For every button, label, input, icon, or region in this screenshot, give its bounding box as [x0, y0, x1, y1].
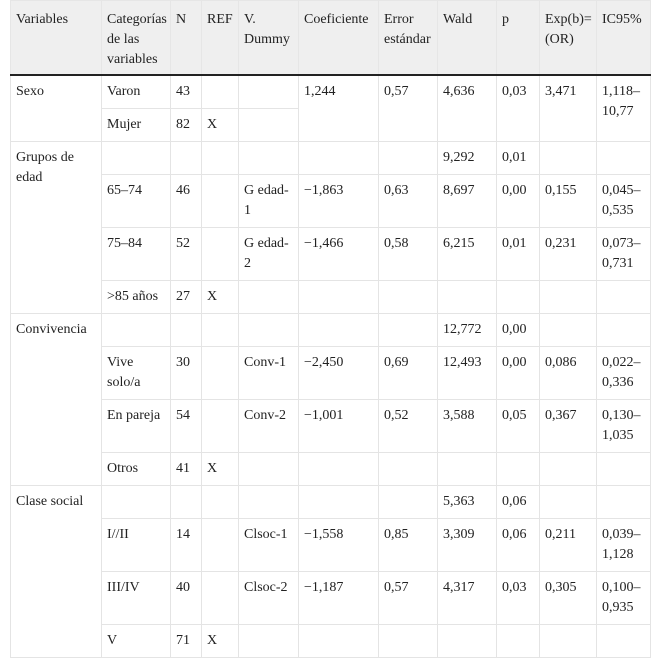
p-cell: 0,01 [497, 142, 540, 175]
p-cell [497, 453, 540, 486]
se-cell [379, 486, 438, 519]
wald-cell: 3,309 [438, 519, 497, 572]
wald-cell: 12,493 [438, 347, 497, 400]
header-ic95: IC95% [597, 1, 651, 76]
category-cell [102, 486, 171, 519]
coef-cell [299, 453, 379, 486]
dummy-cell [239, 486, 299, 519]
se-cell: 0,52 [379, 400, 438, 453]
category-cell: I//II [102, 519, 171, 572]
exp-cell [540, 314, 597, 347]
ref-cell: X [202, 453, 239, 486]
category-cell: Mujer [102, 109, 171, 142]
variable-cell-sexo: Sexo [11, 75, 102, 142]
category-cell [102, 314, 171, 347]
dummy-cell [239, 75, 299, 109]
se-cell [379, 281, 438, 314]
header-coeficiente: Coeficiente [299, 1, 379, 76]
p-cell: 0,05 [497, 400, 540, 453]
exp-cell: 0,231 [540, 228, 597, 281]
p-cell: 0,06 [497, 486, 540, 519]
exp-cell [540, 142, 597, 175]
dummy-cell: Clsoc-2 [239, 572, 299, 625]
se-cell: 0,63 [379, 175, 438, 228]
ic-cell [597, 314, 651, 347]
table-row [11, 175, 651, 228]
se-cell [379, 142, 438, 175]
p-cell [497, 625, 540, 658]
coef-cell: −2,450 [299, 347, 379, 400]
coef-cell [299, 625, 379, 658]
p-cell: 0,00 [497, 347, 540, 400]
ic-cell [597, 142, 651, 175]
coef-cell: −1,863 [299, 175, 379, 228]
header-n: N [171, 1, 202, 76]
p-cell [497, 281, 540, 314]
n-cell [171, 142, 202, 175]
n-cell: 71 [171, 625, 202, 658]
coef-cell [299, 142, 379, 175]
wald-cell: 3,588 [438, 400, 497, 453]
exp-cell [540, 486, 597, 519]
category-cell: 65–74 [102, 175, 171, 228]
coef-cell: −1,001 [299, 400, 379, 453]
ref-cell [202, 142, 239, 175]
se-cell [379, 625, 438, 658]
exp-cell: 0,086 [540, 347, 597, 400]
wald-cell [438, 453, 497, 486]
header-ref: REF [202, 1, 239, 76]
n-cell: 40 [171, 572, 202, 625]
coef-cell: −1,187 [299, 572, 379, 625]
p-cell: 0,03 [497, 572, 540, 625]
header-exp-or: Exp(b)= (OR) [540, 1, 597, 76]
ref-cell [202, 314, 239, 347]
exp-cell [540, 453, 597, 486]
ic-cell: 0,100–0,935 [597, 572, 651, 625]
n-cell: 14 [171, 519, 202, 572]
p-cell: 0,01 [497, 228, 540, 281]
category-cell: >85 años [102, 281, 171, 314]
n-cell: 41 [171, 453, 202, 486]
dummy-cell: Conv-1 [239, 347, 299, 400]
header-p: p [497, 1, 540, 76]
ic-cell: 1,118–10,77 [597, 75, 651, 142]
table-row [11, 281, 651, 314]
dummy-cell: Conv-2 [239, 400, 299, 453]
ic-cell: 0,022–0,336 [597, 347, 651, 400]
ic-cell: 0,073–0,731 [597, 228, 651, 281]
table-row [11, 572, 651, 625]
n-cell: 54 [171, 400, 202, 453]
header-categorias: Categorías de las variables [102, 1, 171, 76]
n-cell: 82 [171, 109, 202, 142]
category-cell: III/IV [102, 572, 171, 625]
p-cell: 0,03 [497, 75, 540, 142]
ref-cell [202, 486, 239, 519]
table-row [11, 228, 651, 281]
se-cell: 0,85 [379, 519, 438, 572]
category-cell: Varon [102, 75, 171, 109]
ref-cell: X [202, 281, 239, 314]
se-cell [379, 453, 438, 486]
n-cell: 30 [171, 347, 202, 400]
se-cell: 0,57 [379, 572, 438, 625]
ref-cell [202, 347, 239, 400]
table-row [11, 625, 651, 658]
dummy-cell [239, 109, 299, 142]
wald-cell: 9,292 [438, 142, 497, 175]
wald-cell: 6,215 [438, 228, 497, 281]
ic-cell [597, 625, 651, 658]
coef-cell [299, 314, 379, 347]
wald-cell: 8,697 [438, 175, 497, 228]
dummy-cell: G edad-1 [239, 175, 299, 228]
coef-cell [299, 281, 379, 314]
regression-table [10, 0, 651, 658]
wald-cell [438, 281, 497, 314]
exp-cell [540, 625, 597, 658]
table-header [11, 1, 651, 76]
exp-cell: 0,211 [540, 519, 597, 572]
wald-cell: 5,363 [438, 486, 497, 519]
p-cell: 0,00 [497, 175, 540, 228]
dummy-cell [239, 453, 299, 486]
wald-cell: 12,772 [438, 314, 497, 347]
n-cell [171, 486, 202, 519]
coef-cell: −1,466 [299, 228, 379, 281]
dummy-cell [239, 142, 299, 175]
ref-cell [202, 400, 239, 453]
se-cell: 0,57 [379, 75, 438, 142]
header-dummy: V. Dummy [239, 1, 299, 76]
table-row [11, 314, 651, 347]
p-cell: 0,06 [497, 519, 540, 572]
table-row [11, 347, 651, 400]
ref-cell [202, 228, 239, 281]
table-row [11, 486, 651, 519]
se-cell: 0,69 [379, 347, 438, 400]
wald-cell: 4,636 [438, 75, 497, 142]
ref-cell [202, 175, 239, 228]
exp-cell: 0,367 [540, 400, 597, 453]
coef-cell [299, 486, 379, 519]
variable-cell-convivencia: Convivencia [11, 314, 102, 486]
dummy-cell [239, 625, 299, 658]
table-container [10, 0, 650, 658]
table-row [11, 519, 651, 572]
n-cell: 27 [171, 281, 202, 314]
ref-cell [202, 75, 239, 109]
dummy-cell [239, 314, 299, 347]
wald-cell [438, 625, 497, 658]
ic-cell: 0,039–1,128 [597, 519, 651, 572]
ref-cell: X [202, 625, 239, 658]
header-row [11, 1, 651, 76]
header-wald: Wald [438, 1, 497, 76]
ic-cell [597, 486, 651, 519]
se-cell [379, 314, 438, 347]
se-cell: 0,58 [379, 228, 438, 281]
ic-cell: 0,045–0,535 [597, 175, 651, 228]
coef-cell: 1,244 [299, 75, 379, 142]
variable-cell-clase-social: Clase social [11, 486, 102, 658]
n-cell: 43 [171, 75, 202, 109]
coef-cell: −1,558 [299, 519, 379, 572]
variable-cell-grupos-de-edad: Grupos de edad [11, 142, 102, 314]
table-row [11, 142, 651, 175]
exp-cell [540, 281, 597, 314]
exp-cell: 3,471 [540, 75, 597, 142]
category-cell: Otros [102, 453, 171, 486]
p-cell: 0,00 [497, 314, 540, 347]
dummy-cell: G edad-2 [239, 228, 299, 281]
ic-cell: 0,130–1,035 [597, 400, 651, 453]
dummy-cell [239, 281, 299, 314]
ref-cell [202, 572, 239, 625]
exp-cell: 0,155 [540, 175, 597, 228]
header-variables: Variables [11, 1, 102, 76]
exp-cell: 0,305 [540, 572, 597, 625]
table-body [11, 75, 651, 658]
category-cell: 75–84 [102, 228, 171, 281]
ref-cell: X [202, 109, 239, 142]
n-cell [171, 314, 202, 347]
ref-cell [202, 519, 239, 572]
n-cell: 46 [171, 175, 202, 228]
category-cell [102, 142, 171, 175]
header-error-estandar: Error estándar [379, 1, 438, 76]
table-row [11, 75, 651, 109]
dummy-cell: Clsoc-1 [239, 519, 299, 572]
table-row [11, 453, 651, 486]
category-cell: V [102, 625, 171, 658]
n-cell: 52 [171, 228, 202, 281]
ic-cell [597, 453, 651, 486]
table-row [11, 400, 651, 453]
category-cell: En pareja [102, 400, 171, 453]
category-cell: Vive solo/a [102, 347, 171, 400]
ic-cell [597, 281, 651, 314]
wald-cell: 4,317 [438, 572, 497, 625]
